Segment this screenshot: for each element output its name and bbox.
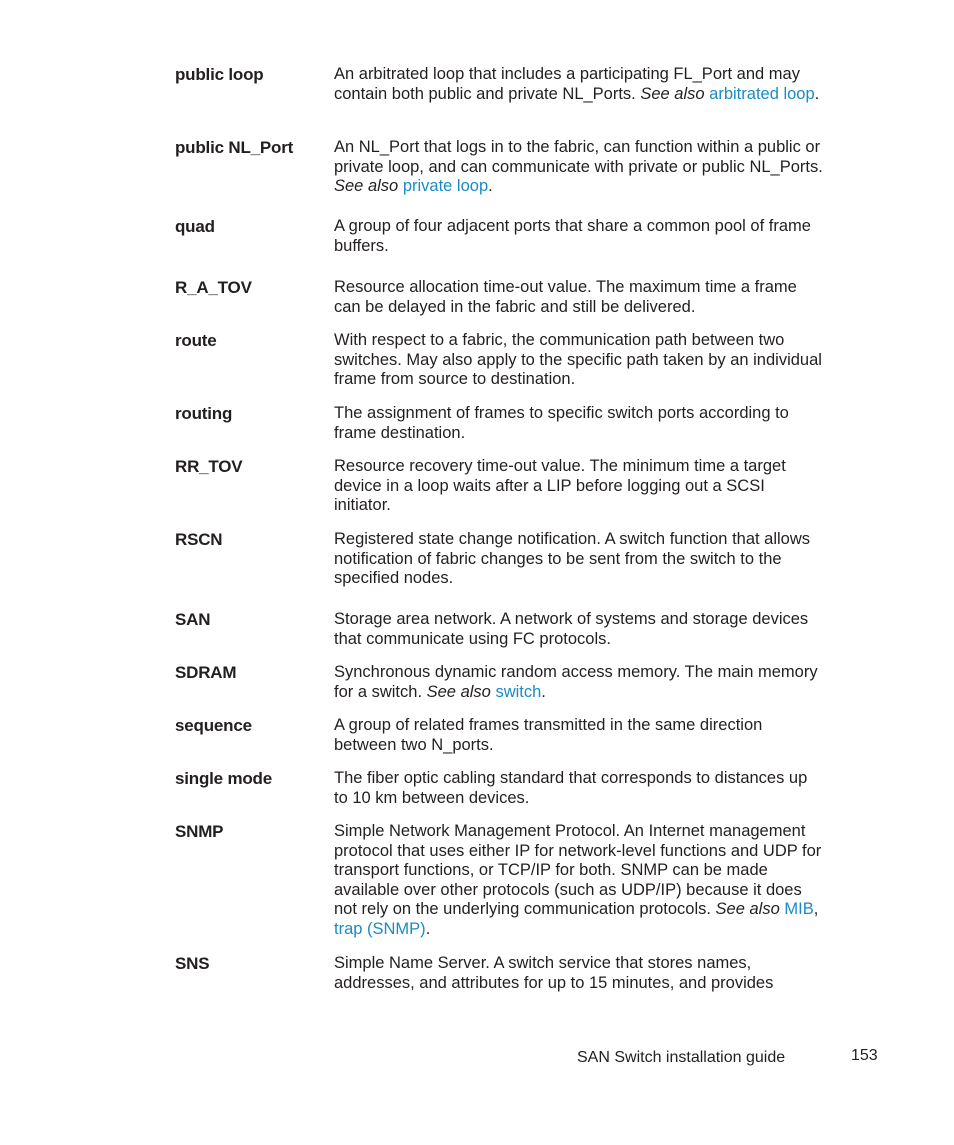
glossary-definition <box>334 610 824 649</box>
glossary-term: R_A_TOV <box>175 278 252 297</box>
definition-text: With respect to a fabric, the communication path between two switches. May also apply to the specific path taken by an individual frame from source to destination. <box>334 331 822 389</box>
definition-text: Resource recovery time-out value. The minimum time a target device in a loop waits after a LIP before logging out a SCSI initiator. <box>334 457 786 515</box>
glossary-definition <box>334 65 824 104</box>
cross-reference-link[interactable]: arbitrated loop <box>709 84 815 103</box>
glossary-definition <box>334 663 824 702</box>
glossary-term: SAN <box>175 610 211 629</box>
glossary-term: sequence <box>175 716 252 735</box>
cross-reference-link[interactable]: private loop <box>402 177 489 196</box>
definition-text: , <box>813 900 819 919</box>
definition-text: A group of related frames transmitted in the same direction between two N_ports. <box>334 716 763 754</box>
definition-text: . <box>814 84 820 103</box>
cross-reference-link[interactable]: trap (SNMP) <box>334 919 426 938</box>
see-also-label: See also <box>334 177 399 196</box>
definition-text: A group of four adjacent ports that share a common pool of frame buffers. <box>334 217 811 255</box>
glossary-definition <box>334 217 824 256</box>
glossary-term: RR_TOV <box>175 457 243 476</box>
definition-text: The assignment of frames to specific switch ports according to frame destination. <box>334 404 789 442</box>
definition-text: . <box>488 177 493 196</box>
glossary-term: SNMP <box>175 822 224 841</box>
definition-text: An NL_Port that logs in to the fabric, can function within a public or private loop, and can communicate with private or public NL_Ports. <box>334 138 823 176</box>
definition-text: Simple Network Management Protocol. An Internet management protocol that uses either IP for network-level functions and UDP for transport functions, or TCP/IP for both. SNMP can be made available over other protocols (such as UDP/IP) because it does not rely on the underlying communication protocols. <box>334 822 822 919</box>
glossary-definition <box>334 331 824 390</box>
glossary-term: routing <box>175 404 233 423</box>
definition-text: Simple Name Server. A switch service that stores names, addresses, and attributes for up to 15 minutes, and provides <box>334 954 774 992</box>
glossary-definition <box>334 822 824 940</box>
glossary-definition <box>334 404 824 443</box>
glossary-definition <box>334 716 824 755</box>
see-also-label: See also <box>640 84 705 103</box>
glossary-term: public NL_Port <box>175 138 294 157</box>
glossary-term: single mode <box>175 769 272 788</box>
definition-text: The fiber optic cabling standard that corresponds to distances up to 10 km between devices. <box>334 769 808 807</box>
cross-reference-link[interactable]: switch <box>495 682 542 701</box>
definition-text: Storage area network. A network of systems and storage devices that communicate using FC protocols. <box>334 610 809 648</box>
see-also-label: See also <box>715 900 780 919</box>
cross-reference-link[interactable]: MIB <box>784 900 814 919</box>
glossary-term: quad <box>175 217 215 236</box>
glossary-term: SNS <box>175 954 210 973</box>
footer-title: SAN Switch installation guide <box>577 1049 786 1066</box>
see-also-label: See also <box>426 682 491 701</box>
glossary-definition <box>334 530 824 589</box>
definition-text: . <box>541 682 546 701</box>
glossary-definition <box>334 457 824 516</box>
definition-text: Resource allocation time-out value. The maximum time a frame can be delayed in the fabric and still be delivered. <box>334 278 797 316</box>
glossary-term: RSCN <box>175 530 223 549</box>
glossary-term: route <box>175 331 217 350</box>
page-number: 153 <box>851 1047 878 1064</box>
glossary-definition <box>334 138 824 197</box>
glossary-term: SDRAM <box>175 663 237 682</box>
definition-text: An arbitrated loop that includes a participating FL_Port and may contain both public and private NL_Ports. <box>334 65 800 103</box>
glossary-term: public loop <box>175 65 264 84</box>
definition-text: Registered state change notification. A switch function that allows notification of fabric changes to be sent from the switch to the specified nodes. <box>334 530 811 588</box>
definition-text: . <box>425 919 431 938</box>
glossary-definition <box>334 769 824 808</box>
glossary-definition <box>334 278 824 317</box>
definition-text: Synchronous dynamic random access memory. The main memory for a switch. <box>334 663 818 701</box>
glossary-definition <box>334 954 824 993</box>
